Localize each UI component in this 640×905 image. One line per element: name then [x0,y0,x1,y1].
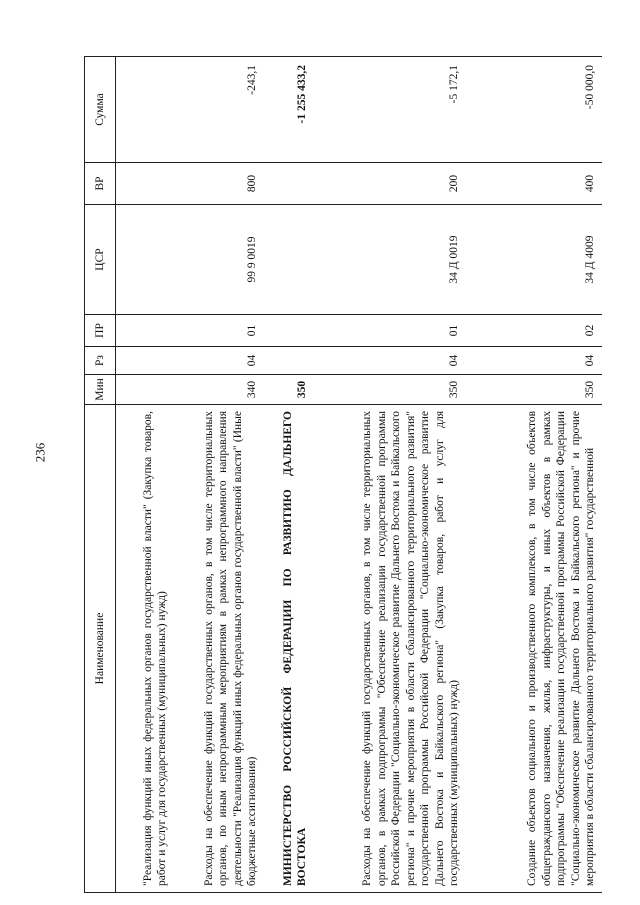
row-csr: 34 Д 4009 [466,205,602,315]
row-csr: 34 Д 0019 [314,205,466,315]
row-sum [116,57,174,163]
row-vr: 200 [314,163,466,205]
row-pr: 01 [314,315,466,347]
table-row [314,57,466,893]
row-rz: 04 [466,347,602,375]
header-vr: ВР [85,163,116,205]
header-rz: Рз [85,347,116,375]
row-name: "Реализация функций иных федеральных органов государственной власти" (Закупка товаров, работ и услуг для государственных (муниципальных) нужд) [116,405,174,893]
table-row [116,57,174,893]
table-header-row [85,57,116,893]
row-name: МИНИСТЕРСТВО РОССИЙСКОЙ ФЕДЕРАЦИИ ПО РАЗВИТИЮ ДАЛЬНЕГО ВОСТОКА [264,405,314,893]
budget-table-container [84,57,600,893]
table-row [174,57,264,893]
row-rz [264,347,314,375]
row-min [116,375,174,405]
row-vr [264,163,314,205]
row-min: 340 [174,375,264,405]
row-pr: 01 [174,315,264,347]
row-min: 350 [466,375,602,405]
row-pr: 02 [466,315,602,347]
row-csr: 99 9 0019 [174,205,264,315]
header-csr: ЦСР [85,205,116,315]
row-csr [264,205,314,315]
row-sum: -1 255 433,2 [264,57,314,163]
row-vr: 800 [174,163,264,205]
row-name: Расходы на обеспечение функций государственных органов, в том числе территориальных органов, в рамках подпрограммы "Обеспечение реализации государственной программы Российской Федерации "Социально-экономическое развитие Дальнего Востока и Байкальского региона" и прочие мероприятия в области сбалансированного территориального развития" государственной программы Российской Федерации "Социально-экономическое развитие Дальнего Востока и Байкальского региона" (Закупка товаров, работ и услуг для государственных (муниципальных) нужд) [314,405,466,893]
row-min: 350 [314,375,466,405]
row-name: Расходы на обеспечение функций государственных органов, в том числе территориальных органов, по иным непрограммным мероприятиям в рамках непрограммного направления деятельности "Реализация функций иных федеральных органов государственной власти" (Иные бюджетные ассигнования) [174,405,264,893]
row-csr [116,205,174,315]
row-vr: 400 [466,163,602,205]
budget-table [84,56,602,893]
row-min: 350 [264,375,314,405]
row-rz: 04 [314,347,466,375]
row-pr [264,315,314,347]
page-number: 236 [32,442,48,463]
header-sum: Сумма [85,57,116,163]
row-pr [116,315,174,347]
row-sum: -5 172,1 [314,57,466,163]
row-rz [116,347,174,375]
row-sum: -243,1 [174,57,264,163]
row-name: Создание объектов социального и производственного комплексов, в том числе объектов общегражданского назначения, жилья, инфраструктуры, и иных объектов в рамках подпрограммы "Обеспечение реализации государственной программы Российской Федерации "Социально-экономическое развитие Дальнего Востока и Байкальского региона" и прочие мероприятия в области сбалансированного территориального развития" государственной [466,405,602,893]
table-row [466,57,602,893]
row-vr [116,163,174,205]
row-sum: -50 000,0 [466,57,602,163]
row-rz: 04 [174,347,264,375]
header-pr: ПР [85,315,116,347]
header-min: Мин [85,375,116,405]
header-name: Наименование [85,405,116,893]
table-row [264,57,314,893]
